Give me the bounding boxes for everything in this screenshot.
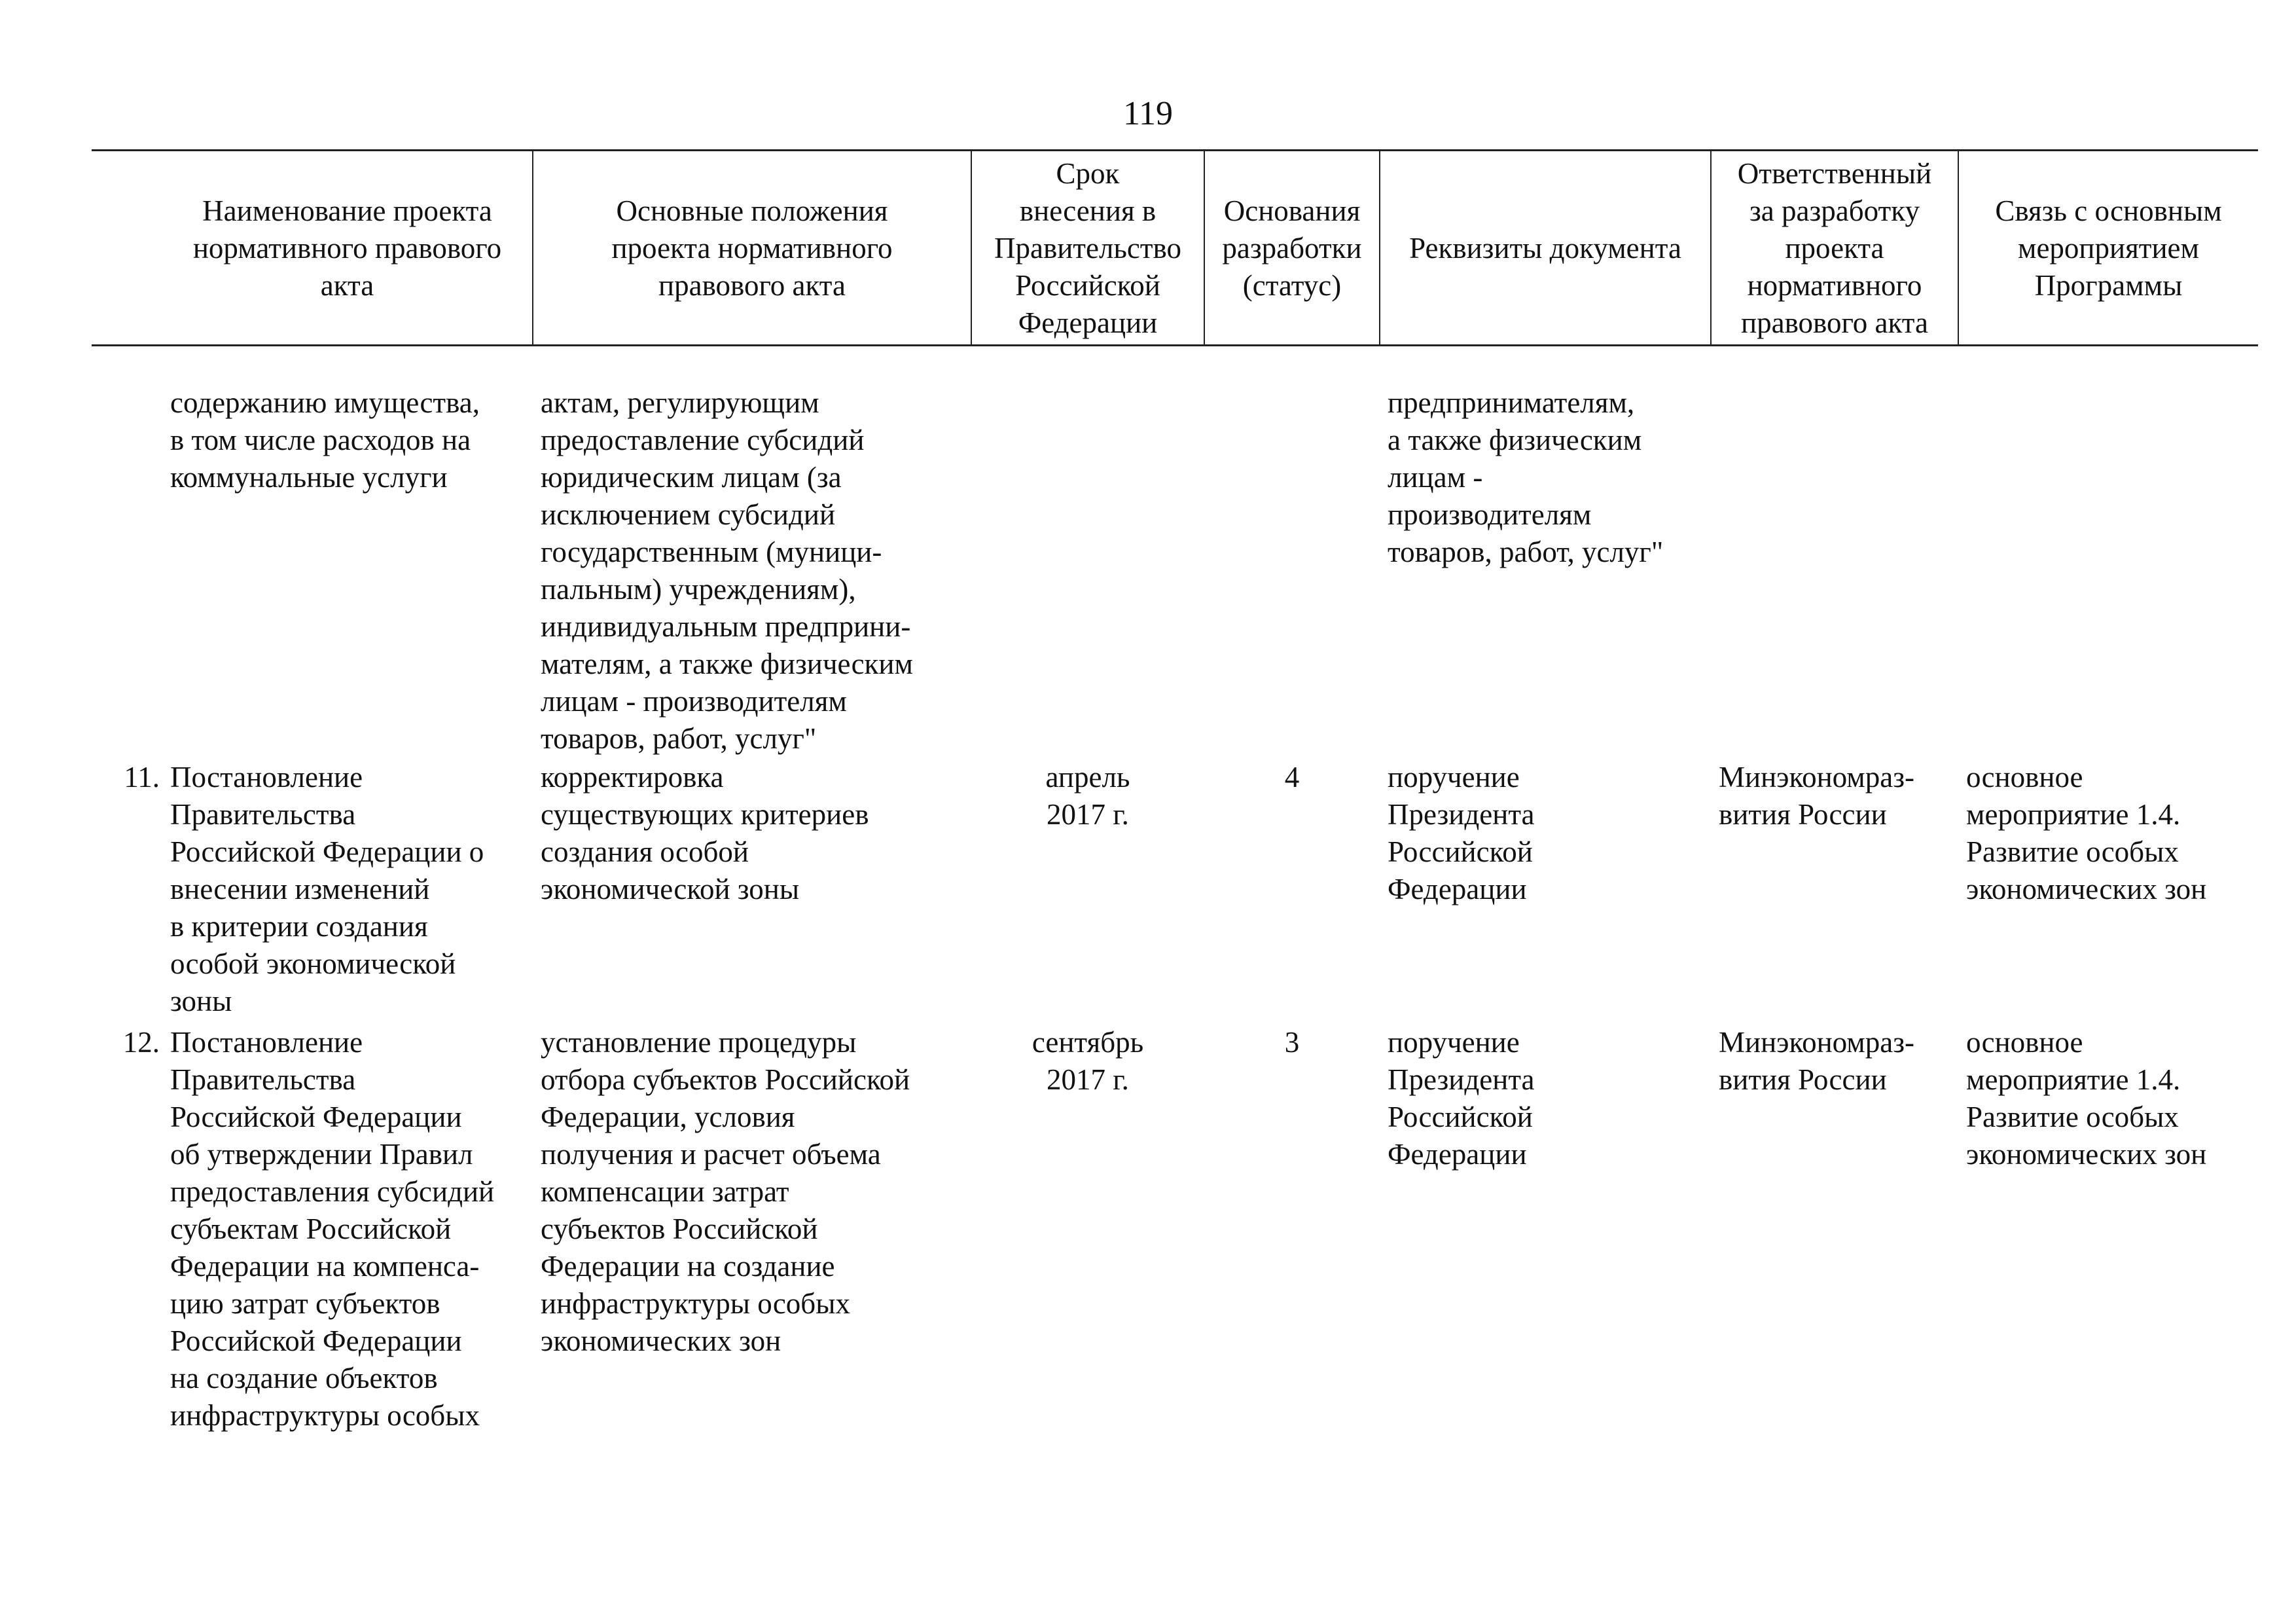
submission-term: апрель 2017 г. — [1045, 761, 1130, 831]
header-status: Основания разработки (статус) — [1204, 151, 1380, 346]
development-status: 3 — [1284, 1026, 1300, 1059]
row-number: 11. — [124, 761, 160, 793]
act-name: содержанию имущества, в том числе расходов на коммунальные услуги — [170, 386, 480, 494]
row-number — [92, 346, 162, 758]
development-status — [1204, 346, 1380, 758]
table-header-row — [92, 151, 2258, 346]
responsible-body: Минэкономраз- вития России — [1719, 761, 1915, 831]
header-program-link: Связь с основным мероприятием Программы — [1958, 151, 2258, 346]
act-name: Постановление Правительства Российской Федерации о внесении изменений в критерии создания особой экономической зоны — [170, 761, 484, 1017]
act-name: Постановление Правительства Российской Федерации об утверждении Правил предоставления субсидий субъектам Российской Федерации на компенса- цию затрат субъектов Российской Федерации на создание объектов инфраструктуры особых — [170, 1026, 495, 1432]
header-act-name: Наименование проекта нормативного правового акта — [162, 151, 533, 346]
act-provisions: актам, регулирующим предоставление субсидий юридическим лицам (за исключением субсидий государственным (муници- пальным) учреждениям), индивидуальным предприни- мателям, а также физическим лицам - производителям товаров, работ, услуг" — [541, 386, 913, 755]
program-link: основное мероприятие 1.4. Развитие особых экономических зон — [1966, 761, 2207, 905]
header-term: Срок внесения в Правительство Российской Федерации — [971, 151, 1204, 346]
page-number: 119 — [1122, 95, 1174, 132]
responsible-body: Минэкономраз- вития России — [1719, 1026, 1915, 1096]
table-row — [92, 346, 2258, 758]
program-link: основное мероприятие 1.4. Развитие особых экономических зон — [1966, 1026, 2207, 1171]
document-requisites: предпринимателям, а также физическим лицам - производителям товаров, работ, услуг" — [1388, 386, 1664, 568]
table-row — [92, 757, 2258, 1023]
header-responsible: Ответственный за разработку проекта нормативного правового акта — [1711, 151, 1958, 346]
row-number: 12. — [122, 1026, 160, 1059]
header-provisions: Основные положения проекта нормативного правового акта — [533, 151, 971, 346]
header-requisites: Реквизиты документа — [1380, 151, 1711, 346]
table-row — [92, 1023, 2258, 1437]
act-provisions: установление процедуры отбора субъектов Российской Федерации, условия получения и расчет объема компенсации затрат субъектов Российской Федерации на создание инфраструктуры особых экономических зон — [541, 1026, 910, 1357]
document-requisites: поручение Президента Российской Федерации — [1388, 1026, 1535, 1171]
submission-term — [971, 346, 1204, 758]
responsible-body — [1711, 346, 1958, 758]
document-requisites: поручение Президента Российской Федерации — [1388, 761, 1535, 905]
program-link — [1958, 346, 2258, 758]
act-provisions: корректировка существующих критериев создания особой экономической зоны — [541, 761, 869, 905]
legislative-acts-table — [92, 149, 2258, 1437]
submission-term: сентябрь 2017 г. — [1031, 1026, 1144, 1096]
development-status: 4 — [1284, 761, 1300, 793]
header-number — [92, 151, 162, 346]
